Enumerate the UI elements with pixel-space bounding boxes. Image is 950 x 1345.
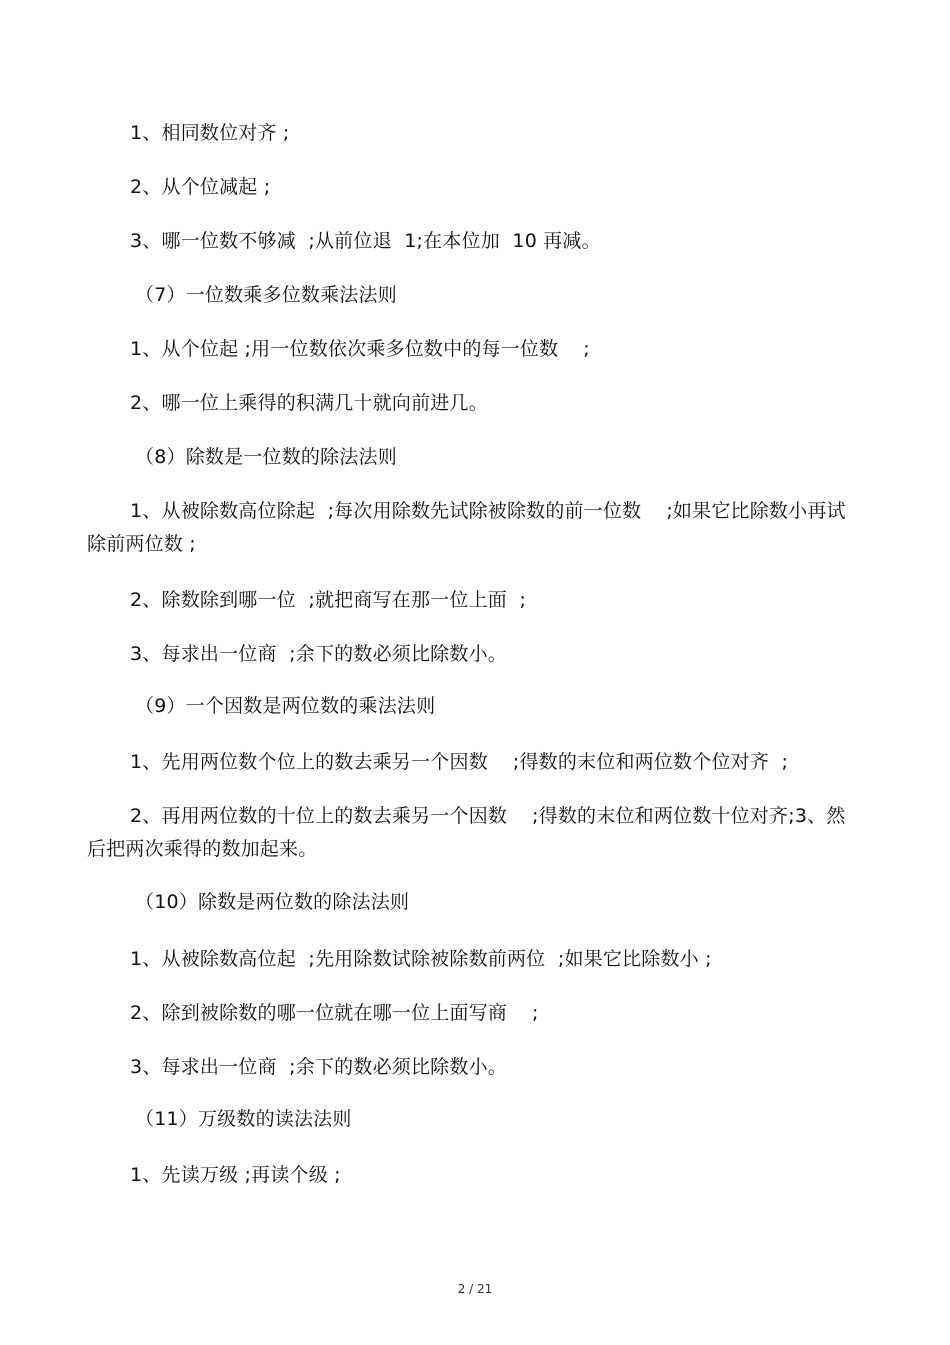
section-heading: （11）万级数的读法法则	[135, 1108, 352, 1130]
page-number: 2 / 21	[457, 1282, 493, 1296]
text-line: 1、从被除数高位起 ;先用除数试除被除数前两位 ;如果它比除数小 ;	[130, 948, 712, 970]
text-line: 2、除到被除数的哪一位就在哪一位上面写商 ;	[130, 1002, 539, 1024]
text-line: 3、每求出一位商 ;余下的数必须比除数小。	[130, 1056, 507, 1078]
section-heading: （8）除数是一位数的除法法则	[135, 446, 397, 468]
text-line: 1、相同数位对齐 ;	[130, 122, 290, 144]
text-paragraph: 2、再用两位数的十位上的数去乘另一个因数 ;得数的末位和两位数十位对齐;3、然后把两次乘得的数加起来。	[87, 805, 846, 860]
text-paragraph: 1、从被除数高位除起 ;每次用除数先试除被除数的前一位数 ;如果它比除数小再试除前两位数 ;	[87, 500, 846, 555]
text-line: 2、除数除到哪一位 ;就把商写在那一位上面 ;	[130, 589, 527, 611]
section-heading: （10）除数是两位数的除法法则	[135, 891, 410, 913]
text-line: 3、每求出一位商 ;余下的数必须比除数小。	[130, 643, 507, 665]
text-line: 1、从个位起 ;用一位数依次乘多位数中的每一位数 ;	[130, 338, 590, 360]
text-line: 2、从个位减起 ;	[130, 176, 271, 198]
text-line: 3、哪一位数不够减 ;从前位退 1;在本位加 10 再减。	[130, 230, 601, 252]
text-line: 2、哪一位上乘得的积满几十就向前进几。	[130, 392, 488, 414]
section-heading: （7）一位数乘多位数乘法法则	[135, 284, 397, 306]
section-heading: （9）一个因数是两位数的乘法法则	[135, 695, 436, 717]
text-line: 1、先用两位数个位上的数去乘另一个因数 ;得数的末位和两位数个位对齐 ;	[130, 751, 789, 773]
text-line: 1、先读万级 ;再读个级 ;	[130, 1164, 341, 1186]
